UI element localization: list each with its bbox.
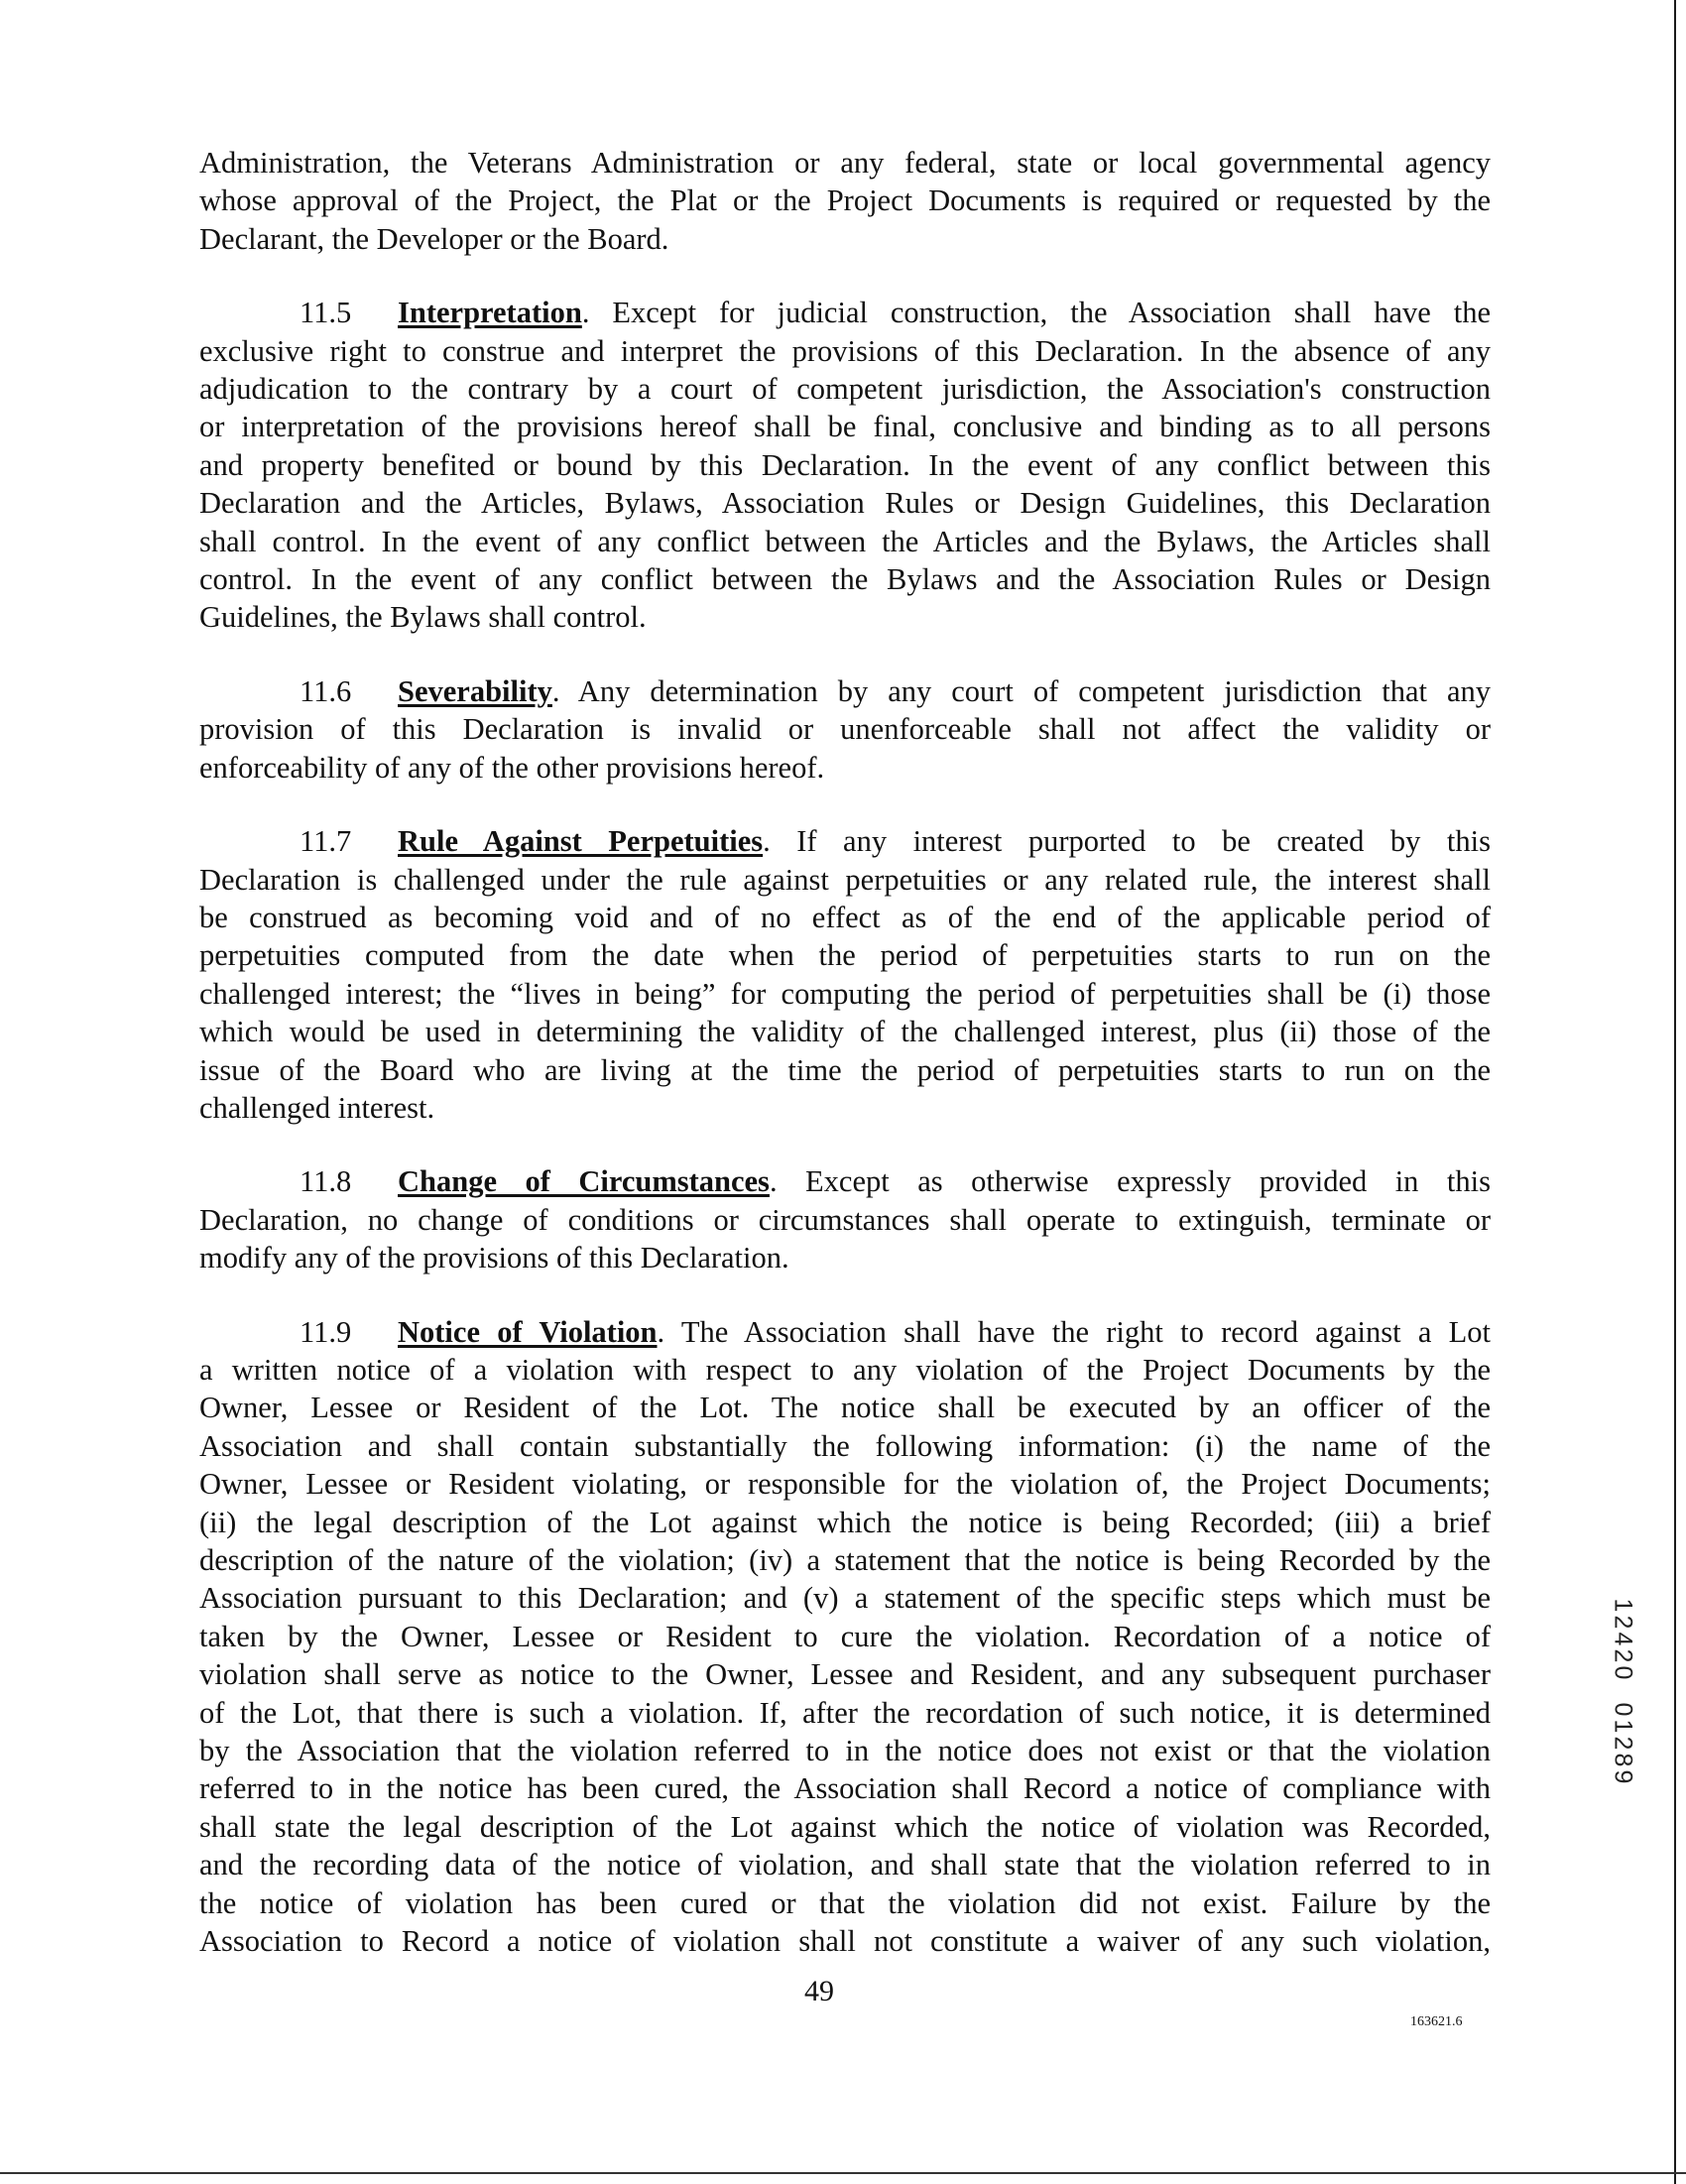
text-line: challenged interest; the “lives in being” for computing the period of perpetuities shall be (i) those: [199, 976, 1491, 1011]
section-11-6: [199, 672, 1491, 787]
section-number: 11.8: [300, 1164, 352, 1199]
section-heading: Interpretation: [398, 296, 582, 330]
section-number: 11.9: [300, 1314, 352, 1349]
section-text: . Except as otherwise expressly provided in this: [769, 1164, 1491, 1199]
text-line: Administration, the Veterans Administration or any federal, state or local governmental agency: [199, 146, 1491, 180]
section-text: . Any determination by any court of competent jurisdiction that any: [551, 673, 1491, 708]
section-text: . Except for judicial construction, the Association shall have the: [581, 296, 1491, 330]
text-line: (ii) the legal description of the Lot against which the notice is being Recorded; (iii) a brief: [199, 1505, 1491, 1539]
section-heading: Rule Against Perpetuities: [398, 824, 764, 859]
text-line: provision of this Declaration is invalid or unenforceable shall not affect the validity or: [199, 712, 1491, 747]
section-11-8: [199, 1162, 1491, 1276]
text-line: Association and shall contain substantially the following information: (i) the name of the: [199, 1428, 1491, 1463]
section-number: 11.6: [300, 673, 352, 708]
section-11-9: [199, 1313, 1491, 1961]
stamp-digit: 8: [1609, 1753, 1637, 1767]
text-line: Owner, Lessee or Resident violating, or responsible for the violation of, the Project Documents;: [199, 1467, 1491, 1502]
text-line: Association pursuant to this Declaration; and (v) a statement of the specific steps which must be: [199, 1581, 1491, 1616]
stamp-digit: 2: [1609, 1736, 1637, 1751]
scan-edge-rule: [1674, 0, 1676, 2184]
section-number: 11.5: [300, 296, 352, 330]
text-line: adjudication to the contrary by a court of competent jurisdiction, the Association's construction: [199, 372, 1491, 407]
text-line: challenged interest.: [199, 1090, 435, 1125]
text-line: by the Association that the violation referred to in the notice does not exist or that the violation: [199, 1734, 1491, 1768]
stamp-digit: 1: [1609, 1719, 1637, 1734]
section-11-5: [199, 294, 1491, 637]
text-line: Declaration, no change of conditions or circumstances shall operate to extinguish, terminate or: [199, 1202, 1491, 1237]
section-heading: Severability: [398, 673, 552, 708]
text-line: perpetuities computed from the date when the period of perpetuities starts to run on the: [199, 938, 1491, 973]
stamp-digit: 4: [1609, 1632, 1637, 1646]
stamp-digit: 0: [1609, 1702, 1637, 1717]
stamp-digit: 2: [1609, 1648, 1637, 1663]
section-first-line: [199, 1313, 1491, 1351]
text-line: exclusive right to construe and interpret the provisions of this Declaration. In the absence of any: [199, 333, 1491, 368]
section-text: . The Association shall have the right to record against a Lot: [657, 1314, 1491, 1349]
text-line: Association to Record a notice of violation shall not constitute a waiver of any such violation,: [199, 1924, 1491, 1959]
stamp-digit: 9: [1609, 1769, 1637, 1784]
scan-bottom-rule: [0, 2172, 1686, 2174]
section-11-7: [199, 822, 1491, 1127]
document-id: 163621.6: [1410, 2014, 1463, 2029]
text-line: description of the nature of the violation; (iv) a statement that the notice is being Recorded by the: [199, 1543, 1491, 1577]
text-line: which would be used in determining the validity of the challenged interest, plus (ii) those of the: [199, 1015, 1491, 1049]
text-line: and the recording data of the notice of violation, and shall state that the violation referred to in: [199, 1848, 1491, 1882]
section-first-line: [199, 672, 1491, 710]
section-text: . If any interest purported to be created by this: [763, 824, 1491, 859]
section-heading: Notice of Violation: [398, 1314, 658, 1349]
text-line: and property benefited or bound by this Declaration. In the event of any conflict between this: [199, 447, 1491, 482]
text-line: of the Lot, that there is such a violation. If, after the recordation of such notice, it is determined: [199, 1695, 1491, 1730]
section-first-line: [199, 294, 1491, 331]
text-line: or interpretation of the provisions hereof shall be final, conclusive and binding as to all persons: [199, 410, 1491, 444]
text-line: be construed as becoming void and of no effect as of the end of the applicable period of: [199, 900, 1491, 934]
text-line: a written notice of a violation with respect to any violation of the Project Documents by the: [199, 1352, 1491, 1387]
stamp-digit: 1: [1609, 1598, 1637, 1613]
stamp-digit: 0: [1609, 1665, 1637, 1680]
text-line: enforceability of any of the other provisions hereof.: [199, 750, 825, 785]
page-number: 49: [804, 1975, 834, 2007]
section-heading: Change of Circumstances: [398, 1164, 770, 1199]
text-line: shall control. In the event of any conflict between the Articles and the Bylaws, the Articles shall: [199, 524, 1491, 558]
text-line: Declarant, the Developer or the Board.: [199, 221, 669, 256]
recording-number-stamp: [1603, 1597, 1642, 1785]
text-line: Owner, Lessee or Resident of the Lot. The notice shall be executed by an officer of the: [199, 1391, 1491, 1425]
text-line: whose approval of the Project, the Plat or the Project Documents is required or requested by the: [199, 183, 1491, 218]
stamp-digit: 2: [1609, 1615, 1637, 1630]
text-line: the notice of violation has been cured or that the violation did not exist. Failure by the: [199, 1885, 1491, 1920]
text-line: shall state the legal description of the Lot against which the notice of violation was Recorded,: [199, 1809, 1491, 1844]
text-line: taken by the Owner, Lessee or Resident to cure the violation. Recordation of a notice of: [199, 1619, 1491, 1653]
section-first-line: [199, 822, 1491, 860]
text-line: Declaration and the Articles, Bylaws, Association Rules or Design Guidelines, this Declaration: [199, 486, 1491, 521]
text-line: modify any of the provisions of this Declaration.: [199, 1241, 789, 1275]
text-line: Guidelines, the Bylaws shall control.: [199, 600, 647, 635]
section-number: 11.7: [300, 824, 352, 859]
text-line: referred to in the notice has been cured, the Association shall Record a notice of compliance with: [199, 1771, 1491, 1806]
intro-paragraph: [199, 144, 1491, 258]
section-first-line: [199, 1162, 1491, 1200]
text-line: Declaration is challenged under the rule against perpetuities or any related rule, the interest shall: [199, 862, 1491, 897]
document-body: [199, 144, 1491, 1996]
text-line: control. In the event of any conflict between the Bylaws and the Association Rules or Design: [199, 562, 1491, 597]
text-line: issue of the Board who are living at the time the period of perpetuities starts to run on the: [199, 1052, 1491, 1087]
text-line: violation shall serve as notice to the Owner, Lessee and Resident, and any subsequent purchaser: [199, 1657, 1491, 1692]
